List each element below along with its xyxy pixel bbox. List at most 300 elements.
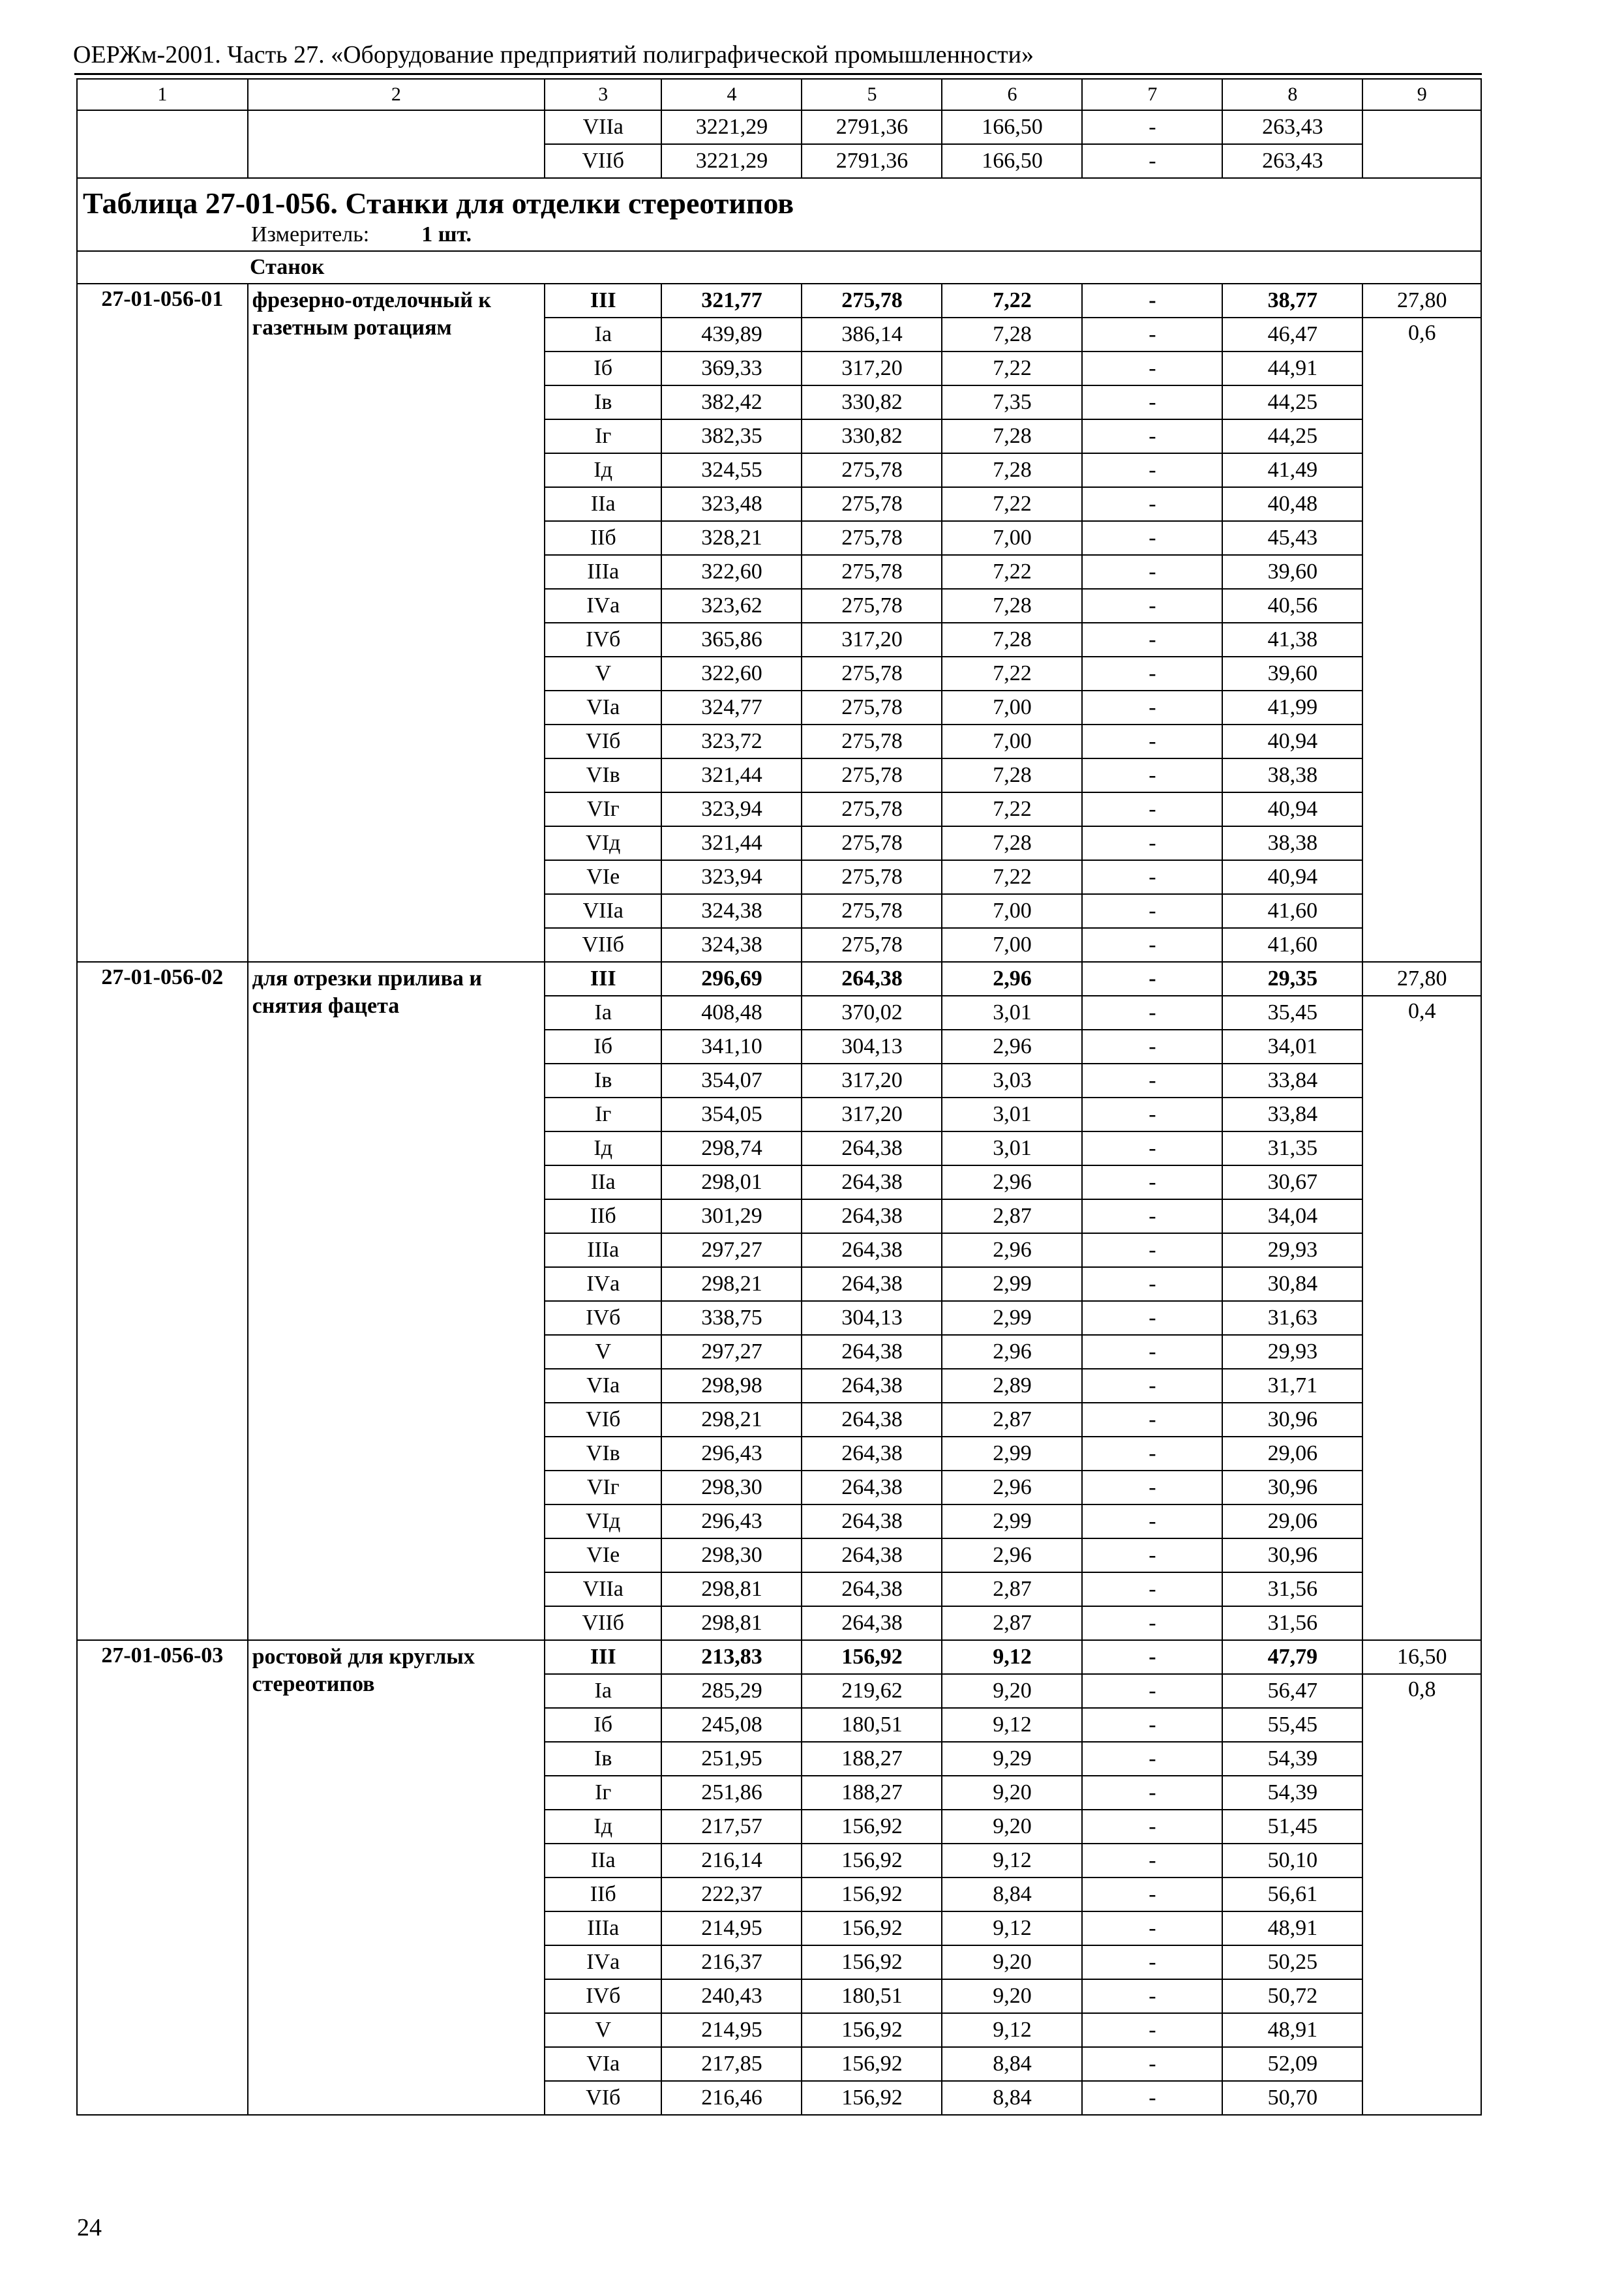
equipment-cost-cell: 275,78 (802, 589, 942, 623)
zone-cell: V (545, 2013, 662, 2047)
zone-cell: IIа (545, 1844, 662, 1878)
equipment-cost-cell: 264,38 (802, 1471, 942, 1504)
equipment-cost-cell: 188,27 (802, 1742, 942, 1776)
wage-cell: 9,12 (942, 2013, 1082, 2047)
overhead-cell: 51,45 (1222, 1810, 1362, 1844)
materials-cell: - (1082, 1776, 1222, 1810)
total-cost-cell: 251,86 (661, 1776, 802, 1810)
zone-cell: Iв (545, 1064, 662, 1098)
overhead-cell: 33,84 (1222, 1098, 1362, 1131)
zone-cell: VIIб (545, 144, 662, 178)
wage-cell: 8,84 (942, 2081, 1082, 2115)
total-cost-cell: 216,37 (661, 1945, 802, 1979)
zone-cell: IVб (545, 1301, 662, 1335)
column-number: 5 (802, 79, 942, 110)
equipment-cost-cell: 264,38 (802, 1131, 942, 1165)
materials-cell: - (1082, 1878, 1222, 1911)
total-cost-cell: 338,75 (661, 1301, 802, 1335)
wage-cell: 7,22 (942, 860, 1082, 894)
zone-cell: Iд (545, 1810, 662, 1844)
materials-cell: - (1082, 1301, 1222, 1335)
total-cost-cell: 382,35 (661, 419, 802, 453)
empty-index-cell (1362, 110, 1481, 178)
total-cost-cell: 439,89 (661, 318, 802, 352)
wage-cell: 9,20 (942, 1979, 1082, 2013)
total-cost-cell: 214,95 (661, 2013, 802, 2047)
overhead-cell: 263,43 (1222, 144, 1362, 178)
equipment-cost-cell: 264,38 (802, 1335, 942, 1369)
zone-cell: IIа (545, 1165, 662, 1199)
overhead-cell: 31,63 (1222, 1301, 1362, 1335)
wage-cell: 2,96 (942, 1233, 1082, 1267)
zone-cell: VIIб (545, 928, 662, 962)
materials-cell: - (1082, 894, 1222, 928)
total-cost-cell: 324,77 (661, 691, 802, 725)
total-cost-cell: 217,57 (661, 1810, 802, 1844)
overhead-cell: 41,49 (1222, 453, 1362, 487)
materials-cell: - (1082, 1199, 1222, 1233)
materials-cell: - (1082, 521, 1222, 555)
wage-cell: 7,00 (942, 894, 1082, 928)
overhead-cell: 44,25 (1222, 419, 1362, 453)
materials-cell: - (1082, 758, 1222, 792)
total-cost-cell: 354,07 (661, 1064, 802, 1098)
overhead-cell: 44,91 (1222, 352, 1362, 385)
materials-cell: - (1082, 352, 1222, 385)
wage-cell: 7,22 (942, 555, 1082, 589)
wage-cell: 7,28 (942, 758, 1082, 792)
materials-cell: - (1082, 1131, 1222, 1165)
zone-cell: VIв (545, 1437, 662, 1471)
zone-cell: VIа (545, 691, 662, 725)
overhead-cell: 33,84 (1222, 1064, 1362, 1098)
index-value: 16,50 (1362, 1640, 1481, 1674)
zone-cell: Iг (545, 1776, 662, 1810)
total-cost-cell: 321,44 (661, 758, 802, 792)
total-cost-cell: 323,48 (661, 487, 802, 521)
materials-cell: - (1082, 623, 1222, 657)
wage-cell: 2,96 (942, 1030, 1082, 1064)
total-cost-cell: 245,08 (661, 1708, 802, 1742)
total-cost-cell: 298,81 (661, 1572, 802, 1606)
overhead-cell: 29,93 (1222, 1335, 1362, 1369)
wage-cell: 2,87 (942, 1403, 1082, 1437)
section-label: Станок (77, 251, 1481, 284)
total-cost-cell: 322,60 (661, 657, 802, 691)
total-cost-cell: 297,27 (661, 1233, 802, 1267)
header-rule (74, 73, 1482, 75)
wage-cell: 2,99 (942, 1267, 1082, 1301)
equipment-cost-cell: 275,78 (802, 860, 942, 894)
wage-cell: 7,28 (942, 589, 1082, 623)
overhead-cell: 48,91 (1222, 2013, 1362, 2047)
overhead-cell: 40,94 (1222, 860, 1362, 894)
equipment-cost-cell: 370,02 (802, 996, 942, 1030)
item-name: ростовой для круглых стереотипов (248, 1640, 545, 2115)
materials-cell: - (1082, 1504, 1222, 1538)
equipment-cost-cell: 180,51 (802, 1979, 942, 2013)
overhead-cell: 31,56 (1222, 1606, 1362, 1640)
wage-cell: 2,87 (942, 1572, 1082, 1606)
section-row (77, 251, 1481, 284)
total-cost-cell: 301,29 (661, 1199, 802, 1233)
wage-cell: 7,00 (942, 928, 1082, 962)
total-cost-cell: 3221,29 (661, 110, 802, 144)
materials-cell: - (1082, 1030, 1222, 1064)
index-coefficient: 0,8 (1362, 1674, 1481, 2115)
wage-cell: 9,12 (942, 1844, 1082, 1878)
overhead-cell: 38,77 (1222, 284, 1362, 318)
wage-cell: 9,20 (942, 1810, 1082, 1844)
equipment-cost-cell: 330,82 (802, 419, 942, 453)
zone-cell: VIг (545, 1471, 662, 1504)
equipment-cost-cell: 317,20 (802, 623, 942, 657)
materials-cell: - (1082, 962, 1222, 996)
materials-cell: - (1082, 1945, 1222, 1979)
wage-cell: 3,01 (942, 1098, 1082, 1131)
column-number: 3 (545, 79, 662, 110)
materials-cell: - (1082, 1064, 1222, 1098)
materials-cell: - (1082, 1165, 1222, 1199)
materials-cell: - (1082, 555, 1222, 589)
total-cost-cell: 3221,29 (661, 144, 802, 178)
materials-cell: - (1082, 996, 1222, 1030)
materials-cell: - (1082, 725, 1222, 758)
materials-cell: - (1082, 1606, 1222, 1640)
overhead-cell: 40,94 (1222, 725, 1362, 758)
materials-cell: - (1082, 2081, 1222, 2115)
overhead-cell: 30,84 (1222, 1267, 1362, 1301)
wage-cell: 2,99 (942, 1437, 1082, 1471)
overhead-cell: 34,04 (1222, 1199, 1362, 1233)
materials-cell: - (1082, 826, 1222, 860)
zone-cell: IVа (545, 589, 662, 623)
equipment-cost-cell: 264,38 (802, 1267, 942, 1301)
wage-cell: 166,50 (942, 144, 1082, 178)
wage-cell: 2,87 (942, 1199, 1082, 1233)
materials-cell: - (1082, 2047, 1222, 2081)
overhead-cell: 29,06 (1222, 1504, 1362, 1538)
overhead-cell: 50,10 (1222, 1844, 1362, 1878)
equipment-cost-cell: 275,78 (802, 894, 942, 928)
overhead-cell: 31,35 (1222, 1131, 1362, 1165)
equipment-cost-cell: 275,78 (802, 284, 942, 318)
materials-cell: - (1082, 1098, 1222, 1131)
total-cost-cell: 298,21 (661, 1267, 802, 1301)
equipment-cost-cell: 304,13 (802, 1030, 942, 1064)
zone-cell: VIг (545, 792, 662, 826)
wage-cell: 2,96 (942, 1471, 1082, 1504)
overhead-cell: 46,47 (1222, 318, 1362, 352)
materials-cell: - (1082, 1471, 1222, 1504)
overhead-cell: 30,96 (1222, 1403, 1362, 1437)
column-number: 6 (942, 79, 1082, 110)
equipment-cost-cell: 264,38 (802, 1403, 942, 1437)
overhead-cell: 38,38 (1222, 826, 1362, 860)
zone-cell: VIе (545, 1538, 662, 1572)
total-cost-cell: 298,21 (661, 1403, 802, 1437)
materials-cell: - (1082, 589, 1222, 623)
column-number: 4 (661, 79, 802, 110)
overhead-cell: 54,39 (1222, 1776, 1362, 1810)
equipment-cost-cell: 304,13 (802, 1301, 942, 1335)
wage-cell: 7,28 (942, 623, 1082, 657)
equipment-cost-cell: 188,27 (802, 1776, 942, 1810)
zone-cell: VIд (545, 1504, 662, 1538)
index-value: 27,80 (1362, 284, 1481, 318)
zone-cell: VIе (545, 860, 662, 894)
total-cost-cell: 214,95 (661, 1911, 802, 1945)
wage-cell: 9,20 (942, 1776, 1082, 1810)
overhead-cell: 34,01 (1222, 1030, 1362, 1064)
materials-cell: - (1082, 2013, 1222, 2047)
wage-cell: 7,22 (942, 284, 1082, 318)
zone-cell: IVа (545, 1267, 662, 1301)
materials-cell: - (1082, 1844, 1222, 1878)
wage-cell: 7,22 (942, 487, 1082, 521)
wage-cell: 8,84 (942, 1878, 1082, 1911)
overhead-cell: 50,72 (1222, 1979, 1362, 2013)
materials-cell: - (1082, 453, 1222, 487)
total-cost-cell: 321,77 (661, 284, 802, 318)
equipment-cost-cell: 156,92 (802, 1844, 942, 1878)
equipment-cost-cell: 156,92 (802, 2047, 942, 2081)
overhead-cell: 41,99 (1222, 691, 1362, 725)
total-cost-cell: 217,85 (661, 2047, 802, 2081)
total-cost-cell: 323,72 (661, 725, 802, 758)
column-number: 1 (77, 79, 248, 110)
materials-cell: - (1082, 110, 1222, 144)
column-number: 2 (248, 79, 545, 110)
total-cost-cell: 323,62 (661, 589, 802, 623)
materials-cell: - (1082, 1538, 1222, 1572)
overhead-cell: 41,60 (1222, 928, 1362, 962)
equipment-cost-cell: 156,92 (802, 1911, 942, 1945)
equipment-cost-cell: 156,92 (802, 1640, 942, 1674)
item-name: для отрезки прилива и снятия фацета (248, 962, 545, 1640)
zone-cell: VIв (545, 758, 662, 792)
zone-cell: VIIб (545, 1606, 662, 1640)
total-cost-cell: 324,38 (661, 928, 802, 962)
zone-cell: IIIа (545, 555, 662, 589)
total-cost-cell: 240,43 (661, 1979, 802, 2013)
total-cost-cell: 323,94 (661, 792, 802, 826)
zone-cell: IIIа (545, 1911, 662, 1945)
wage-cell: 7,28 (942, 826, 1082, 860)
total-cost-cell: 216,46 (661, 2081, 802, 2115)
equipment-cost-cell: 275,78 (802, 487, 942, 521)
table-row (77, 1640, 1481, 1674)
equipment-cost-cell: 275,78 (802, 725, 942, 758)
total-cost-cell: 328,21 (661, 521, 802, 555)
materials-cell: - (1082, 419, 1222, 453)
overhead-cell: 40,94 (1222, 792, 1362, 826)
column-number: 7 (1082, 79, 1222, 110)
total-cost-cell: 298,81 (661, 1606, 802, 1640)
wage-cell: 2,87 (942, 1606, 1082, 1640)
wage-cell: 3,03 (942, 1064, 1082, 1098)
overhead-cell: 29,93 (1222, 1233, 1362, 1267)
wage-cell: 2,96 (942, 962, 1082, 996)
total-cost-cell: 298,01 (661, 1165, 802, 1199)
overhead-cell: 35,45 (1222, 996, 1362, 1030)
zone-cell: IVб (545, 1979, 662, 2013)
overhead-cell: 48,91 (1222, 1911, 1362, 1945)
overhead-cell: 31,56 (1222, 1572, 1362, 1606)
materials-cell: - (1082, 1369, 1222, 1403)
materials-cell: - (1082, 792, 1222, 826)
equipment-cost-cell: 156,92 (802, 2013, 942, 2047)
column-number-row (77, 79, 1481, 110)
equipment-cost-cell: 275,78 (802, 826, 942, 860)
materials-cell: - (1082, 1911, 1222, 1945)
zone-cell: VIб (545, 2081, 662, 2115)
equipment-cost-cell: 264,38 (802, 1165, 942, 1199)
empty-code-cell (77, 110, 248, 178)
equipment-cost-cell: 264,38 (802, 1504, 942, 1538)
overhead-cell: 54,39 (1222, 1742, 1362, 1776)
wage-cell: 7,22 (942, 792, 1082, 826)
equipment-cost-cell: 275,78 (802, 555, 942, 589)
index-coefficient: 0,6 (1362, 318, 1481, 962)
overhead-cell: 38,38 (1222, 758, 1362, 792)
zone-cell: Iд (545, 1131, 662, 1165)
index-value: 27,80 (1362, 962, 1481, 996)
zone-cell: Iа (545, 318, 662, 352)
item-code: 27-01-056-01 (77, 284, 248, 962)
wage-cell: 7,28 (942, 453, 1082, 487)
total-cost-cell: 296,69 (661, 962, 802, 996)
zone-cell: Iв (545, 385, 662, 419)
wage-cell: 9,12 (942, 1640, 1082, 1674)
zone-cell: VIа (545, 2047, 662, 2081)
item-name: фрезерно-отделочный к газетным ротациям (248, 284, 545, 962)
equipment-cost-cell: 275,78 (802, 928, 942, 962)
empty-name-cell (248, 110, 545, 178)
overhead-cell: 47,79 (1222, 1640, 1362, 1674)
title-block (77, 178, 1481, 251)
total-cost-cell: 222,37 (661, 1878, 802, 1911)
materials-cell: - (1082, 1674, 1222, 1708)
table-body (77, 79, 1481, 2115)
equipment-cost-cell: 264,38 (802, 962, 942, 996)
wage-cell: 2,96 (942, 1538, 1082, 1572)
overhead-cell: 52,09 (1222, 2047, 1362, 2081)
zone-cell: V (545, 657, 662, 691)
total-cost-cell: 323,94 (661, 860, 802, 894)
overhead-cell: 31,71 (1222, 1369, 1362, 1403)
overhead-cell: 29,06 (1222, 1437, 1362, 1471)
equipment-cost-cell: 317,20 (802, 1064, 942, 1098)
materials-cell: - (1082, 1267, 1222, 1301)
zone-cell: Iб (545, 1030, 662, 1064)
zone-cell: Iб (545, 1708, 662, 1742)
overhead-cell: 30,96 (1222, 1471, 1362, 1504)
wage-cell: 2,89 (942, 1369, 1082, 1403)
total-cost-cell: 365,86 (661, 623, 802, 657)
materials-cell: - (1082, 385, 1222, 419)
materials-cell: - (1082, 318, 1222, 352)
zone-cell: Iг (545, 1098, 662, 1131)
wage-cell: 9,20 (942, 1945, 1082, 1979)
total-cost-cell: 298,98 (661, 1369, 802, 1403)
materials-cell: - (1082, 1403, 1222, 1437)
wage-cell: 9,12 (942, 1708, 1082, 1742)
materials-cell: - (1082, 1233, 1222, 1267)
overhead-cell: 41,38 (1222, 623, 1362, 657)
zone-cell: IIб (545, 1878, 662, 1911)
rates-table (76, 78, 1482, 2116)
total-cost-cell: 296,43 (661, 1504, 802, 1538)
equipment-cost-cell: 264,38 (802, 1572, 942, 1606)
materials-cell: - (1082, 284, 1222, 318)
unit-label: Измеритель: (251, 222, 370, 247)
equipment-cost-cell: 264,38 (802, 1369, 942, 1403)
overhead-cell: 39,60 (1222, 555, 1362, 589)
total-cost-cell: 296,43 (661, 1437, 802, 1471)
zone-cell: Iг (545, 419, 662, 453)
zone-cell: Iб (545, 352, 662, 385)
overhead-cell: 39,60 (1222, 657, 1362, 691)
equipment-cost-cell: 219,62 (802, 1674, 942, 1708)
overhead-cell: 44,25 (1222, 385, 1362, 419)
wage-cell: 7,00 (942, 521, 1082, 555)
zone-cell: VIIа (545, 894, 662, 928)
equipment-cost-cell: 156,92 (802, 1810, 942, 1844)
total-cost-cell: 298,30 (661, 1471, 802, 1504)
wage-cell: 7,28 (942, 318, 1082, 352)
wage-cell: 7,00 (942, 725, 1082, 758)
materials-cell: - (1082, 1437, 1222, 1471)
equipment-cost-cell: 386,14 (802, 318, 942, 352)
table-title: Таблица 27-01-056. Станки для отделки стереотипов (83, 187, 794, 220)
overhead-cell: 40,56 (1222, 589, 1362, 623)
total-cost-cell: 324,38 (661, 894, 802, 928)
materials-cell: - (1082, 860, 1222, 894)
zone-cell: IVб (545, 623, 662, 657)
wage-cell: 7,22 (942, 657, 1082, 691)
equipment-cost-cell: 2791,36 (802, 144, 942, 178)
equipment-cost-cell: 180,51 (802, 1708, 942, 1742)
zone-cell: III (545, 962, 662, 996)
zone-cell: IIб (545, 1199, 662, 1233)
equipment-cost-cell: 275,78 (802, 792, 942, 826)
wage-cell: 9,12 (942, 1911, 1082, 1945)
materials-cell: - (1082, 1708, 1222, 1742)
materials-cell: - (1082, 1335, 1222, 1369)
equipment-cost-cell: 275,78 (802, 657, 942, 691)
table-row (77, 110, 1481, 144)
materials-cell: - (1082, 1742, 1222, 1776)
title-row (77, 178, 1481, 251)
equipment-cost-cell: 2791,36 (802, 110, 942, 144)
zone-cell: V (545, 1335, 662, 1369)
equipment-cost-cell: 317,20 (802, 1098, 942, 1131)
overhead-cell: 30,67 (1222, 1165, 1362, 1199)
item-code: 27-01-056-02 (77, 962, 248, 1640)
zone-cell: VIд (545, 826, 662, 860)
overhead-cell: 29,35 (1222, 962, 1362, 996)
equipment-cost-cell: 330,82 (802, 385, 942, 419)
total-cost-cell: 213,83 (661, 1640, 802, 1674)
zone-cell: VIIа (545, 110, 662, 144)
materials-cell: - (1082, 1640, 1222, 1674)
overhead-cell: 56,47 (1222, 1674, 1362, 1708)
wage-cell: 166,50 (942, 110, 1082, 144)
total-cost-cell: 321,44 (661, 826, 802, 860)
equipment-cost-cell: 156,92 (802, 1878, 942, 1911)
overhead-cell: 56,61 (1222, 1878, 1362, 1911)
